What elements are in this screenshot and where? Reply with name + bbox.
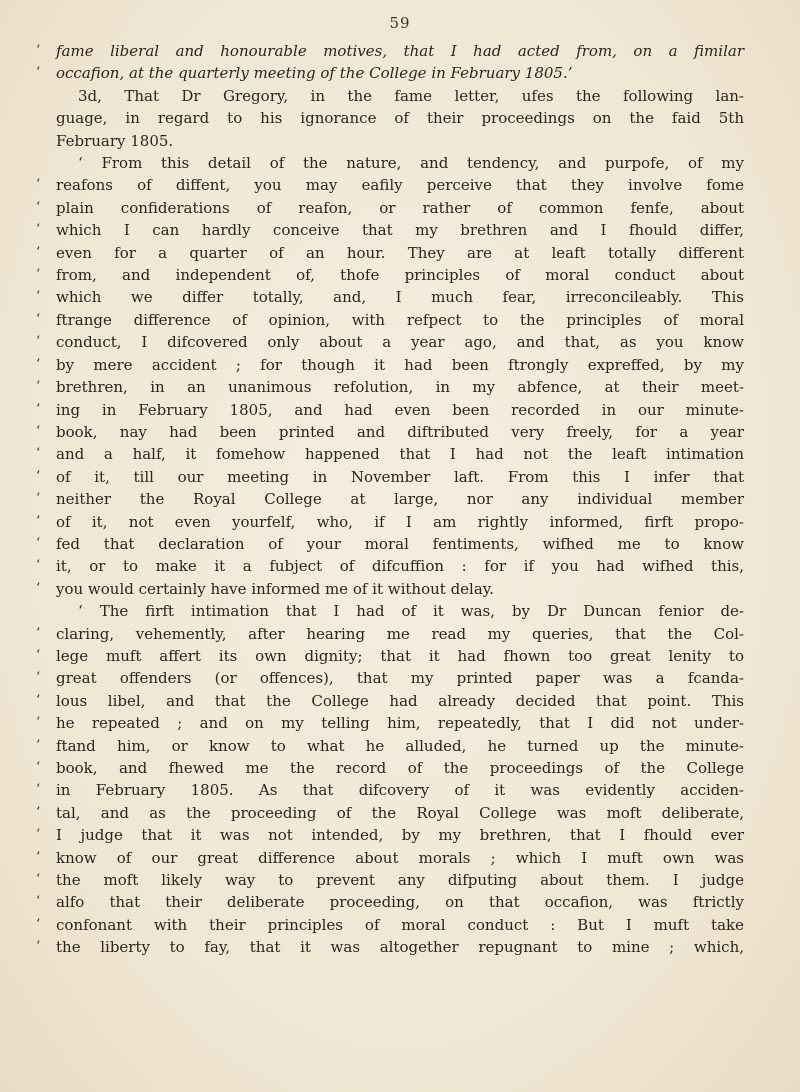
margin-quote-mark: ‘	[36, 737, 41, 753]
margin-quote-mark: ‘	[36, 939, 41, 955]
line-text: he repeated ; and on my telling him, repeatedly, that I did not under-	[56, 714, 744, 733]
margin-quote-mark: ‘	[36, 446, 41, 462]
text-line	[36, 421, 744, 443]
margin-quote-mark: ‘	[36, 692, 41, 708]
line-text: which we differ totally, and, I much fear, irreconcileably. This	[56, 288, 744, 307]
line-text: fame liberal and honourable motives, that I had acted from, on a fimilar	[56, 42, 744, 60]
margin-quote-mark: ‘	[36, 222, 41, 238]
margin-quote-mark: ‘	[36, 468, 41, 484]
line-text: ftand him, or know to what he alluded, he turned up the minute-	[56, 736, 744, 755]
line-text: the moft likely way to prevent any difputing about them. I judge	[56, 871, 744, 890]
margin-quote-mark: ‘	[36, 311, 41, 327]
margin-quote-mark: ‘	[36, 423, 41, 439]
margin-quote-mark: ‘	[36, 379, 41, 395]
line-text: February 1805.	[56, 131, 174, 150]
line-text: ‘ From this detail of the nature, and tendency, and purpofe, of my	[78, 154, 744, 173]
margin-quote-mark: ‘	[36, 334, 41, 350]
text-line	[36, 802, 744, 824]
text-line	[36, 443, 744, 465]
line-text: lege muft affert its own dignity; that it had fhown too great lenity to	[56, 646, 744, 665]
text-line	[36, 511, 744, 533]
line-text: guage, in regard to his ignorance of their proceedings on the faid 5th	[56, 109, 744, 128]
line-text: tal, and as the proceeding of the Royal College was moft deliberate,	[56, 803, 744, 822]
margin-quote-mark: ‘	[36, 670, 41, 686]
line-text: claring, vehemently, after hearing me read my queries, that the Col-	[56, 624, 744, 643]
text-line	[36, 466, 744, 488]
text-line	[36, 578, 744, 600]
margin-quote-mark: ‘	[36, 894, 41, 910]
line-text: 3d, That Dr Gregory, in the fame letter, ufes the following lan-	[78, 86, 744, 105]
text-line	[36, 779, 744, 801]
line-text: by mere accident ; for though it had been ftrongly expreffed, by my	[56, 355, 744, 374]
text-line	[36, 735, 744, 757]
line-text: confonant with their principles of moral conduct : But I muft take	[56, 915, 744, 934]
line-text: ing in February 1805, and had even been recorded in our minute-	[56, 400, 744, 419]
line-text: brethren, in an unanimous refolution, in my abfence, at their meet-	[56, 378, 744, 397]
margin-quote-mark: ‘	[36, 849, 41, 865]
line-text: conduct, I difcovered only about a year ago, and that, as you know	[56, 333, 744, 352]
line-text: fed that declaration of your moral fentiments, wifhed me to know	[56, 534, 744, 553]
line-text: in February 1805. As that difcovery of it was evidently acciden-	[56, 781, 744, 800]
text-line	[36, 667, 744, 689]
line-text: I judge that it was not intended, by my brethren, that I fhould ever	[56, 826, 744, 845]
margin-quote-mark: ‘	[36, 199, 41, 215]
text-line	[36, 331, 744, 353]
text-line	[36, 174, 744, 196]
margin-quote-mark: ‘	[36, 782, 41, 798]
text-line	[36, 197, 744, 219]
text-line	[36, 62, 744, 84]
margin-quote-mark: ‘	[36, 535, 41, 551]
text-line	[36, 757, 744, 779]
page-number: 59	[389, 14, 411, 32]
text-line	[36, 869, 744, 891]
line-text: from, and independent of, thofe principles of moral conduct about	[56, 266, 744, 285]
line-text: it, or to make it a fubject of difcuffion : for if you had wifhed this,	[56, 557, 744, 576]
text-line	[36, 488, 744, 510]
text-line	[56, 130, 744, 152]
line-text: of it, not even yourfelf, who, if I am rightly informed, firft propo-	[56, 512, 744, 531]
text-line	[36, 690, 744, 712]
line-text: neither the Royal College at large, nor any individual member	[56, 490, 744, 509]
margin-quote-mark: ‘	[36, 647, 41, 663]
line-text: of it, till our meeting in November laft. From this I infer that	[56, 467, 744, 486]
text-line	[36, 914, 744, 936]
text-line	[36, 264, 744, 286]
margin-quote-mark: ‘	[36, 289, 41, 305]
margin-quote-mark: ‘	[36, 401, 41, 417]
text-line	[36, 645, 744, 667]
line-text: ‘ The firft intimation that I had of it was, by Dr Duncan fenior de-	[78, 602, 744, 621]
margin-quote-mark: ‘	[36, 244, 41, 260]
text-line	[36, 891, 744, 913]
line-text: even for a quarter of an hour. They are at leaft totally different	[56, 243, 744, 262]
text-line	[36, 399, 744, 421]
text-line	[36, 242, 744, 264]
text-line	[56, 152, 744, 174]
text-line	[36, 623, 744, 645]
margin-quote-mark: ‘	[36, 558, 41, 574]
margin-quote-mark: ‘	[36, 65, 41, 81]
margin-quote-mark: ‘	[36, 580, 41, 596]
margin-quote-mark: ‘	[36, 827, 41, 843]
line-text: the liberty to fay, that it was altogether repugnant to mine ; which,	[56, 938, 744, 957]
line-text: alfo that their deliberate proceeding, on that occafion, was ftrictly	[56, 893, 744, 912]
line-text: occafion, at the quarterly meeting of the College in February 1805.’	[56, 64, 573, 83]
text-line	[36, 555, 744, 577]
text-line	[56, 85, 744, 107]
text-line	[36, 354, 744, 376]
margin-quote-mark: ‘	[36, 513, 41, 529]
margin-quote-mark: ‘	[36, 267, 41, 283]
text-line	[56, 107, 744, 129]
margin-quote-mark: ‘	[36, 491, 41, 507]
text-line	[36, 824, 744, 846]
line-text: know of our great difference about morals ; which I muft own was	[56, 848, 744, 867]
margin-quote-mark: ‘	[36, 715, 41, 731]
text-line	[36, 286, 744, 308]
margin-quote-mark: ‘	[36, 177, 41, 193]
margin-quote-mark: ‘	[36, 916, 41, 932]
line-text: lous libel, and that the College had already decided that point. This	[56, 691, 744, 710]
text-line	[36, 376, 744, 398]
text-line	[36, 219, 744, 241]
line-text: which I can hardly conceive that my brethren and I fhould differ,	[56, 221, 744, 240]
text-line	[36, 712, 744, 734]
text-line	[36, 40, 744, 62]
margin-quote-mark: ‘	[36, 356, 41, 372]
text-line	[36, 309, 744, 331]
line-text: great offenders (or offences), that my printed paper was a fcanda-	[56, 669, 744, 688]
text-line	[36, 936, 744, 958]
margin-quote-mark: ‘	[36, 804, 41, 820]
line-text: book, nay had been printed and diftributed very freely, for a year	[56, 422, 744, 441]
line-text: ftrange difference of opinion, with refpect to the principles of moral	[56, 310, 744, 329]
line-text: you would certainly have informed me of it without delay.	[56, 579, 495, 598]
margin-quote-mark: ‘	[36, 872, 41, 888]
line-text: plain confiderations of reafon, or rather of common fenfe, about	[56, 198, 744, 217]
text-line	[36, 533, 744, 555]
text-line	[56, 600, 744, 622]
line-text: book, and fhewed me the record of the proceedings of the College	[56, 759, 744, 777]
body-text	[36, 40, 744, 959]
margin-quote-mark: ‘	[36, 760, 41, 775]
line-text: reafons of diffent, you may eafily perceive that they involve fome	[56, 176, 744, 195]
margin-quote-mark: ‘	[36, 625, 41, 641]
line-text: and a half, it fomehow happened that I had not the leaft intimation	[56, 445, 744, 464]
margin-quote-mark: ‘	[36, 43, 41, 58]
text-line	[36, 847, 744, 869]
